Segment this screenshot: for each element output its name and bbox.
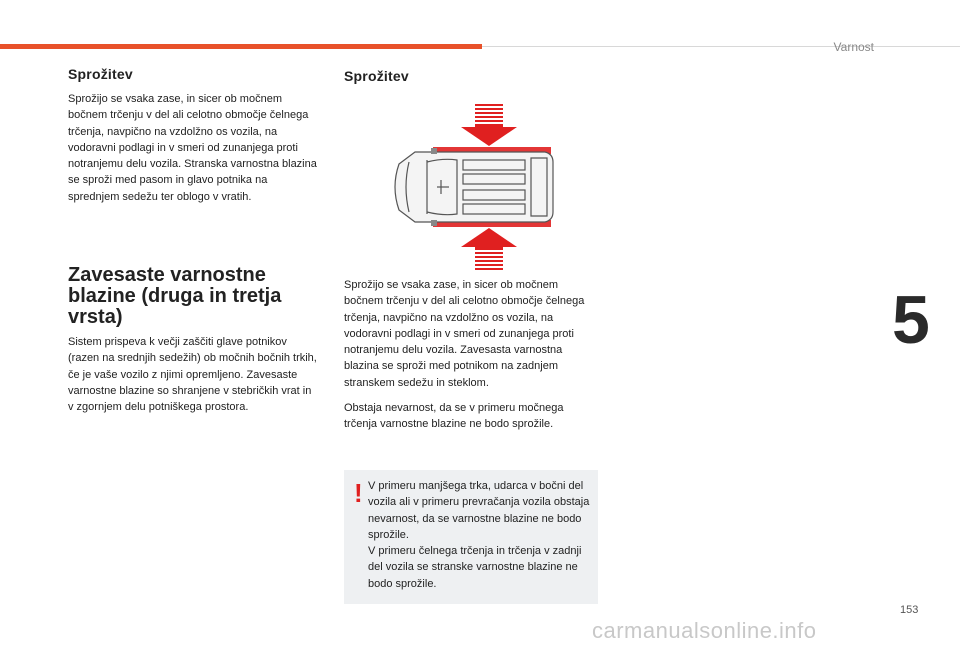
warning-text-1: V primeru manjšega trka, udarca v bočni del vozila ali v primeru prevračanja vozila obstaja nevarnost, da se varnostne blazine ne bodo sprožile. [368,480,590,541]
section-title: Varnost [833,40,874,54]
left-heading-sprozitev: Sprožitev [68,66,133,82]
curtain-airbags-heading: Zavesaste varnostne blazine (druga in tretja vrsta) [68,264,282,329]
warning-box [344,470,598,604]
bottom-impact-arrow-icon [461,228,517,270]
chapter-tab [880,270,960,370]
watermark: carmanualsonline.info [592,618,817,643]
left-paragraph-1: Sprožijo se vsaka zase, in sicer ob močnem bočnem trčenju v del ali celotno območje čelnega trčenja, navpično na vzdolžno os vozila, na vodoravni podlagi in v smeri od zunanjega proti notranjemu delu vozila. Stranska varnostna blazina se sproži med pasom in glavo potnika na sprednjem sedežu ter oblogo v vratih. [68,93,317,203]
left-column [68,0,318,416]
side-impact-diagram [385,102,555,272]
warning-text-2: V primeru čelnega trčenja in trčenja v zadnji del vozila se stranske varnostne blazine ne bodo sprožile. [368,545,582,590]
chapter-number: 5 [892,282,930,358]
top-impact-arrow-icon [461,104,517,146]
right-heading-sprozitev: Sprožitev [344,68,409,84]
warning-text [368,478,590,592]
page-number: 153 [900,604,919,616]
van-top-view-icon [395,148,553,226]
warning-exclamation-icon: ! [354,478,363,508]
left-paragraph-2: Sistem prispeva k večji zaščiti glave potnikov (razen na srednjih sedežih) ob močnih bočnih trkih, če je vaše vozilo z njimi opremljeno. Zavesaste varnostne blazine so shranjene v stebričkih vrat in v zgornjem delu potniškega prostora. [68,336,317,414]
right-paragraph-2: Obstaja nevarnost, da se v primeru močnega trčenja varnostne blazine ne bodo sprožile. [344,402,564,431]
right-paragraph-1: Sprožijo se vsaka zase, in sicer ob močnem bočnem trčenju v del ali celotno območje čelnega trčenja, navpično na vzdolžno os vozila, na vodoravni podlagi in v smeri od zunanjega proti notranjemu delu vozila. Zavesasta varnostna blazina se sproži med potnikom na zadnjem stranskem sedežu in steklom. [344,279,585,389]
